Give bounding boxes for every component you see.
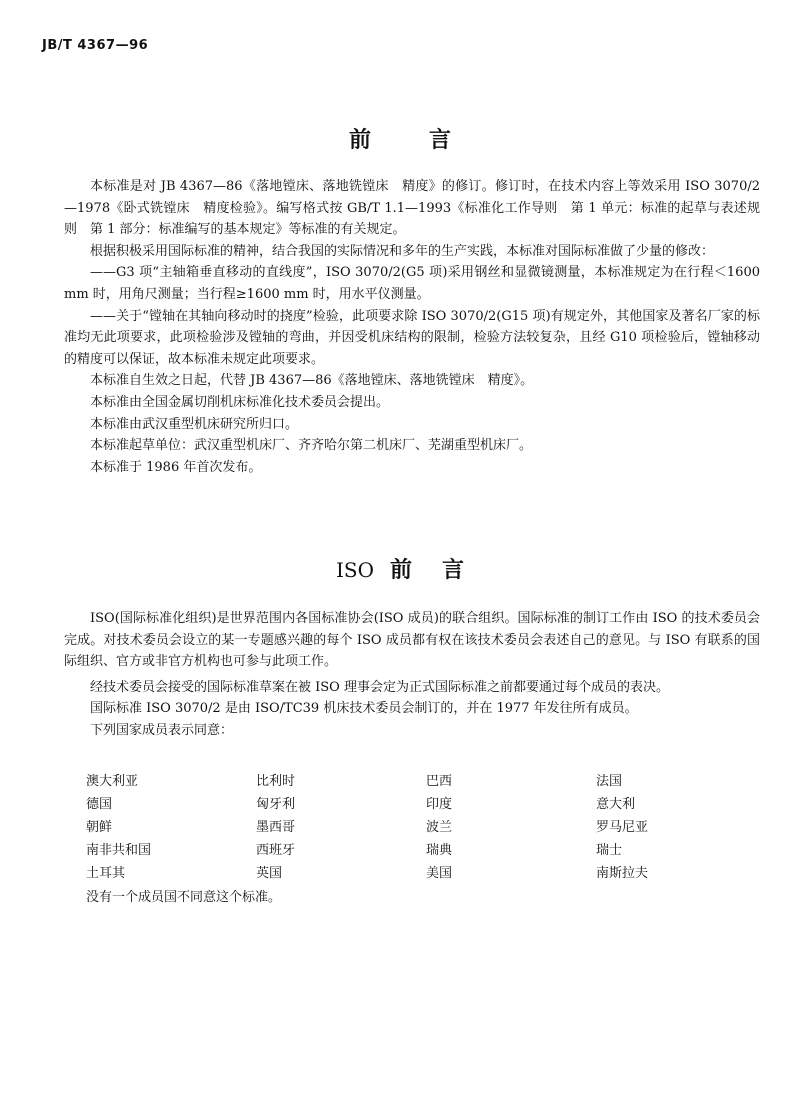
iso-foreword-body [64,608,760,742]
foreword-body [64,176,760,478]
table-row [86,791,766,814]
country-cell: 比利时 [256,774,296,789]
foreword-title-part1: 前 [348,128,371,153]
member-country-table [86,768,766,883]
country-cell: 波兰 [426,820,453,835]
foreword-title [0,123,800,154]
iso-foreword-paragraph: 下列国家成员表示同意： [90,722,234,738]
country-cell: 意大利 [596,797,636,812]
country-cell: 墨西哥 [256,820,296,835]
country-cell: 印度 [426,797,453,812]
table-row [86,814,766,837]
iso-foreword-title-part1: 前 [389,558,412,583]
country-cell: 朝鲜 [86,820,113,835]
foreword-paragraph: 本标准是对 JB 4367—86《落地镗床、落地铣镗床 精度》的修订。修订时，在技术内容上等效采用 ISO 3070/2—1978《卧式铣镗床 精度检验》。编写格式按 GB/T 1.1—1993《标准化工作导则 第 1 单元：标准的起草与表述规则 第 1 部分：标准编写的基本规定》等标准的有关规定。 [64,179,760,238]
foreword-paragraph: 本标准自生效之日起，代替 JB 4367—86《落地镗床、落地铣镗床 精度》。 [90,373,534,389]
foreword-paragraph: 本标准起草单位：武汉重型机床厂、齐齐哈尔第二机床厂、芜湖重型机床厂。 [90,438,533,454]
country-cell: 法国 [596,774,623,789]
country-cell: 南非共和国 [86,843,152,858]
country-cell: 英国 [256,866,283,881]
closing-statement: 没有一个成员国不同意这个标准。 [86,890,282,905]
iso-foreword-paragraph: 经技术委员会接受的国际标准草案在被 ISO 理事会定为正式国际标准之前都要通过每个成员的表决。 [90,679,669,695]
country-cell: 澳大利亚 [86,774,139,789]
foreword-title-part2: 言 [429,128,452,153]
foreword-paragraph: ——关于“镗轴在其轴向移动时的挠度”检验，此项要求除 ISO 3070/2(G15 项)有规定外，其他国家及著名厂家的标准均无此项要求，此项检验涉及镗轴的弯曲，并因受机床结构的限制，检验方法较复杂，且经 G10 项检验后，镗轴移动的精度可以保证，故本标准未规定此项要求。 [64,308,760,367]
country-cell: 瑞典 [426,843,453,858]
country-cell: 瑞士 [596,843,623,858]
iso-foreword-title-prefix: ISO [335,558,374,582]
iso-foreword-title [0,553,800,584]
table-row [86,768,766,791]
country-cell: 匈牙利 [256,797,296,812]
country-cell: 美国 [426,866,453,881]
table-row [86,837,766,860]
foreword-paragraph: 本标准由全国金属切削机床标准化技术委员会提出。 [90,394,390,410]
iso-foreword-paragraph: ISO(国际标准化组织)是世界范围内各国标准协会(ISO 成员)的联合组织。国际标准的制订工作由 ISO 的技术委员会完成。对技术委员会设立的某一专题感兴趣的每个 ISO 成员都有权在该技术委员会表述自己的意见。与 ISO 有联系的国际组织、官方或非官方机构也可参与此项工作。 [64,611,760,670]
country-cell: 西班牙 [256,843,296,858]
standard-code: JB/T 4367—96 [42,38,149,53]
country-cell: 罗马尼亚 [596,820,649,835]
country-cell: 南斯拉夫 [596,866,649,881]
country-cell: 巴西 [426,774,453,789]
foreword-paragraph: 本标准于 1986 年首次发布。 [90,459,262,475]
table-row [86,860,766,883]
iso-foreword-paragraph: 国际标准 ISO 3070/2 是由 ISO/TC39 机床技术委员会制订的，并在 1977 年发往所有成员。 [90,701,638,717]
foreword-paragraph: 根据积极采用国际标准的精神，结合我国的实际情况和多年的生产实践，本标准对国际标准做了少量的修改： [90,243,715,259]
country-cell: 土耳其 [86,866,126,881]
foreword-paragraph: ——G3 项“主轴箱垂直移动的直线度”，ISO 3070/2(G5 项)采用钢丝和显微镜测量，本标准规定为在行程＜1600 mm 时，用角尺测量；当行程≥1600 mm 时，用水平仪测量。 [64,265,760,302]
foreword-paragraph: 本标准由武汉重型机床研究所归口。 [90,416,299,432]
iso-foreword-title-part2: 言 [442,558,465,583]
country-cell: 德国 [86,797,113,812]
